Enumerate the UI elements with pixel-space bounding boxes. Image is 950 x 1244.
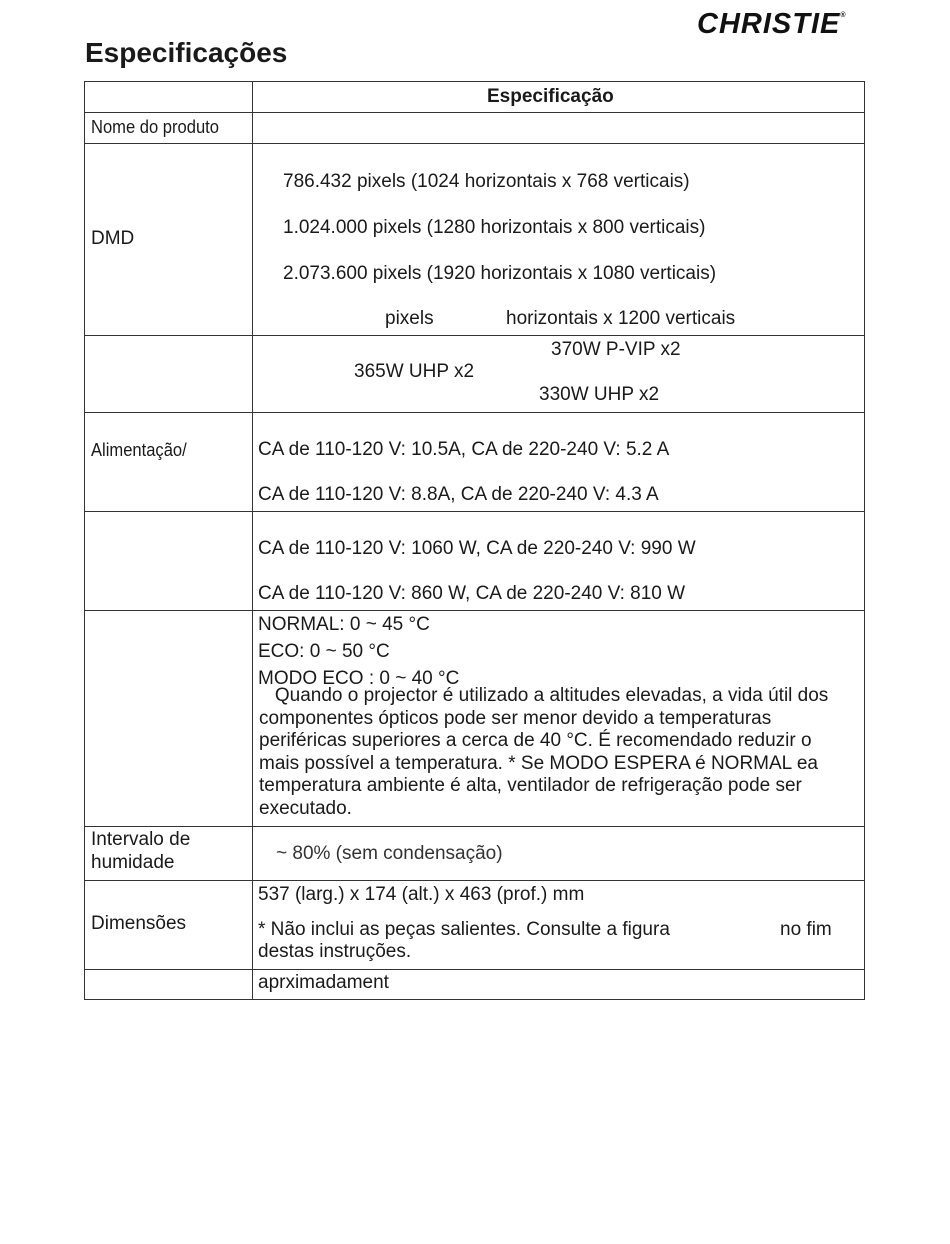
value-cell: [253, 512, 865, 611]
page-title: Especificações: [85, 37, 288, 68]
lamp-line-2: 365W UHP x2: [354, 361, 475, 382]
label-cell: [85, 512, 253, 611]
row-label: DMD: [91, 228, 135, 249]
humidity-value: ~ 80% (sem condensação): [276, 843, 503, 864]
dimensions-note-b: no fim: [780, 919, 832, 940]
row-humidity: [85, 827, 865, 881]
row-lamp: [85, 336, 865, 413]
row-temperature: [85, 611, 865, 827]
temperature-line-2: ECO: 0 ~ 50 °C: [258, 641, 390, 662]
row-label: Alimentação/: [91, 440, 187, 460]
value-cell: [253, 144, 865, 336]
value-cell: [253, 413, 865, 512]
value-cell: [253, 611, 865, 827]
row-consumption: [85, 512, 865, 611]
dmd-line-2: 1.024.000 pixels (1280 horizontais x 800 verticais): [283, 217, 706, 238]
row-weight: [85, 970, 865, 1000]
lamp-line-3: 330W UHP x2: [539, 384, 660, 405]
header-cell: [253, 82, 865, 113]
dimensions-note-c: destas instruções.: [258, 941, 412, 962]
temperature-line-1: NORMAL: 0 ~ 45 °C: [258, 614, 430, 635]
label-cell: [85, 970, 253, 1000]
header-empty-cell: [85, 82, 253, 113]
table-header-row: [85, 82, 865, 113]
label-cell: [85, 144, 253, 336]
row-label: Nome do produto: [91, 117, 219, 137]
label-cell: [85, 336, 253, 413]
row-label-line-1: Intervalo de: [91, 829, 191, 850]
column-header: Especificação: [487, 86, 614, 107]
temperature-line-3: MODO ECO : 0 ~ 40 °C: [258, 668, 460, 689]
row-dimensions: [85, 881, 865, 970]
value-cell: [253, 881, 865, 970]
value-cell: [253, 336, 865, 413]
dmd-line-4a: pixels: [385, 308, 434, 329]
row-product-name: [85, 113, 865, 144]
label-cell: [85, 413, 253, 512]
consumption-line-1: CA de 110-120 V: 1060 W, CA de 220-240 V: 990 W: [258, 538, 696, 559]
label-cell: [85, 113, 253, 144]
weight-value: aprximadament: [258, 972, 389, 993]
label-cell: [85, 881, 253, 970]
lamp-line-1: 370W P-VIP x2: [551, 339, 681, 360]
row-label-line-2: humidade: [91, 852, 175, 873]
row-label: Dimensões: [91, 913, 187, 934]
specifications-table: [84, 81, 865, 1000]
consumption-line-2: CA de 110-120 V: 860 W, CA de 220-240 V: 810 W: [258, 583, 686, 604]
value-cell: [253, 113, 865, 144]
value-cell: [253, 970, 865, 1000]
dimensions-line-1: 537 (larg.) x 174 (alt.) x 463 (prof.) mm: [258, 884, 585, 905]
value-cell: [253, 827, 865, 881]
label-cell: [85, 611, 253, 827]
power-line-2: CA de 110-120 V: 8.8A, CA de 220-240 V: 4.3 A: [258, 484, 659, 505]
label-cell: [85, 827, 253, 881]
dimensions-note-a: * Não inclui as peças salientes. Consulte a figura: [258, 919, 670, 940]
dmd-line-3: 2.073.600 pixels (1920 horizontais x 1080 verticais): [283, 263, 717, 284]
dmd-line-1: 786.432 pixels (1024 horizontais x 768 verticais): [283, 171, 690, 192]
power-line-1: CA de 110-120 V: 10.5A, CA de 220-240 V: 5.2 A: [258, 439, 670, 460]
row-dmd: [85, 144, 865, 336]
christie-logo: CHRISTIE®: [697, 8, 847, 40]
temperature-note: Quando o projector é utilizado a altitudes elevadas, a vida útil dos componentes ópticos pode ser menor devido a temperaturas periféricas superiores a cerca de 40 °C. É recomendado reduzir o mais possível a temperatura. * Se MODO ESPERA é NORMAL ea temperatura ambiente é alta, ventilador de refrigeração pode ser executado.: [259, 685, 834, 819]
row-power: [85, 413, 865, 512]
dmd-line-4b: horizontais x 1200 verticais: [506, 308, 736, 329]
